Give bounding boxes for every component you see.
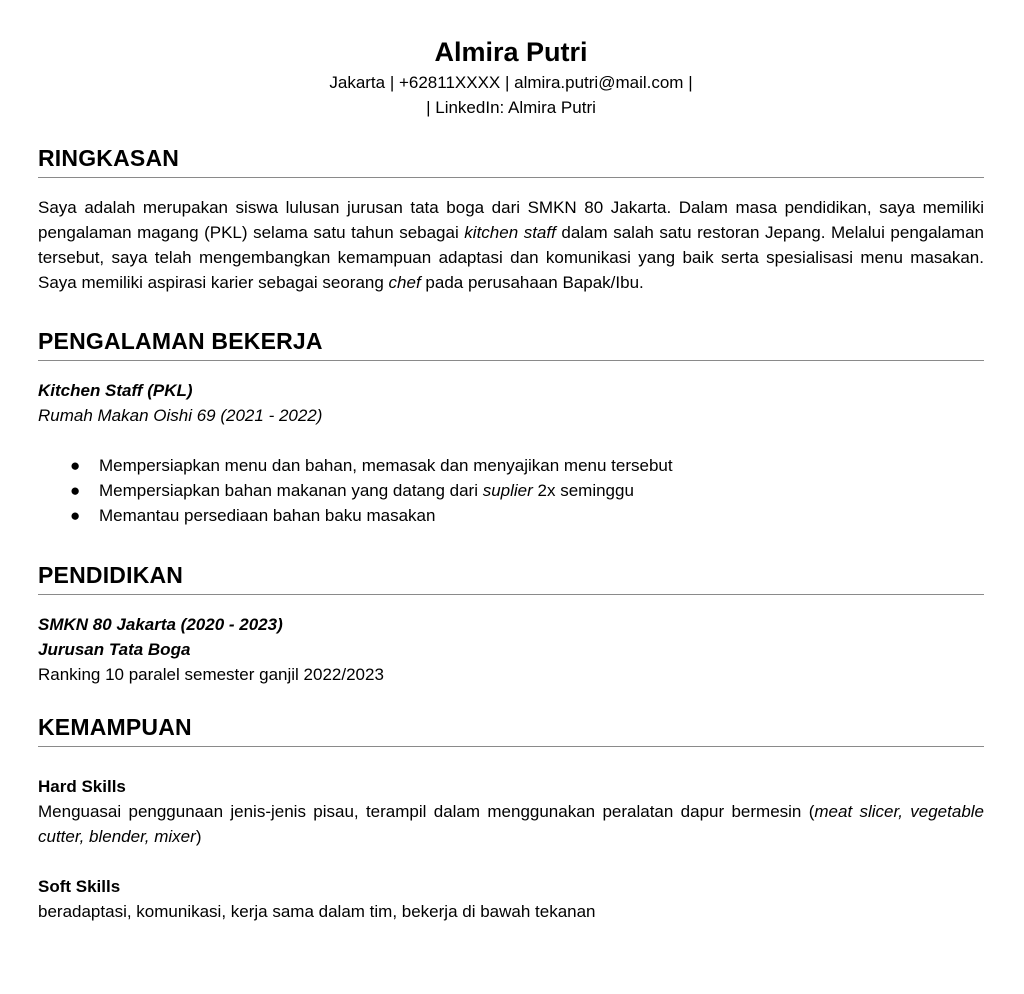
list-item [38,478,984,503]
section-divider [38,594,984,595]
school-ranking: Ranking 10 paralel semester ganjil 2022/2023 [38,665,384,684]
experience-section [38,326,984,528]
summary-section [38,143,984,295]
contact-line: Jakarta | +62811XXXX | almira.putri@mail.com | [329,73,693,92]
duty-emphasis: suplier [482,481,533,500]
job-duties-list [38,453,984,528]
summary-text: dalam salah satu restoran Jepang. Melalui pengalaman tersebut, saya telah mengembangkan kemampuan adaptasi dan komunikasi yang baik serta spesialisasi menu masakan. Saya memiliki aspirasi karier sebagai seorang [38,223,984,292]
skills-section [38,712,984,924]
summary-text: Saya adalah merupakan siswa lulusan jurusan tata boga dari SMKN 80 Jakarta. Dalam masa pendidikan, saya memiliki pengalaman magang (PKL) selama satu tahun sebagai [38,198,984,242]
section-title-experience: PENGALAMAN BEKERJA [38,328,323,354]
duty-text: Memantau persediaan bahan baku masakan [99,506,436,525]
duty-text: 2x seminggu [532,481,634,500]
section-title-skills: KEMAMPUAN [38,714,192,740]
summary-emphasis: chef [388,273,421,292]
section-divider [38,360,984,361]
hard-skills-paragraph [38,799,984,849]
bullet-icon: ● [70,456,81,475]
bullet-icon: ● [70,506,81,525]
section-divider [38,746,984,747]
linkedin-line: | LinkedIn: Almira Putri [426,98,596,117]
candidate-name: Almira Putri [434,37,588,67]
school-major: Jurusan Tata Boga [38,640,191,659]
education-section [38,560,984,687]
duty-text: Mempersiapkan menu dan bahan, memasak dan menyajikan menu tersebut [99,456,673,475]
duty-text: Mempersiapkan bahan makanan yang datang dari [99,481,483,500]
hard-skills-text: ) [195,827,202,846]
summary-emphasis: kitchen staff [464,223,556,242]
soft-skills-text: beradaptasi, komunikasi, kerja sama dalam tim, bekerja di bawah tekanan [38,902,596,921]
summary-text: pada perusahaan Bapak/Ibu. [420,273,644,292]
job-role: Kitchen Staff (PKL) [38,381,193,400]
job-company: Rumah Makan Oishi 69 (2021 - 2022) [38,406,323,425]
hard-skills-title: Hard Skills [38,777,126,796]
soft-skills-title: Soft Skills [38,877,121,896]
bullet-icon: ● [70,481,81,500]
school-name: SMKN 80 Jakarta (2020 - 2023) [38,615,283,634]
section-title-summary: RINGKASAN [38,145,180,171]
summary-paragraph [38,195,984,295]
list-item [38,503,984,528]
section-title-education: PENDIDIKAN [38,562,184,588]
hard-skills-text: Menguasai penggunaan jenis-jenis pisau, terampil dalam menggunakan peralatan dapur bermesin ( [38,802,815,821]
hard-skills-tools: meat slicer, vegetable cutter, blender, mixer [38,802,984,846]
resume-page [38,34,984,924]
resume-header [38,34,984,120]
list-item [38,453,984,478]
section-divider [38,177,984,178]
